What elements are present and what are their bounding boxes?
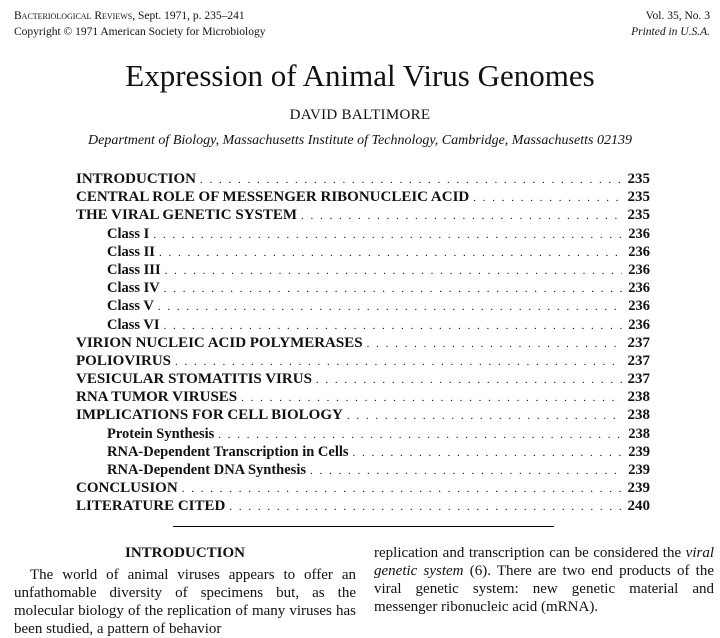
toc-entry-label: Protein Synthesis bbox=[107, 425, 215, 442]
toc-entry bbox=[76, 316, 650, 334]
toc-leader-dots bbox=[154, 297, 622, 316]
toc-entry-label: CONCLUSION bbox=[76, 480, 178, 497]
toc-entry-label: Class I bbox=[107, 225, 150, 242]
toc-entry bbox=[76, 388, 650, 406]
toc-entry bbox=[76, 370, 650, 388]
toc-entry-label: VESICULAR STOMATITIS VIRUS bbox=[76, 371, 312, 388]
toc-entry-page: 236 bbox=[628, 243, 650, 260]
toc-entry-label: RNA-Dependent Transcription in Cells bbox=[107, 443, 349, 460]
toc-entry bbox=[76, 461, 650, 479]
toc-entry-page: 239 bbox=[628, 443, 650, 460]
toc-entry bbox=[76, 352, 650, 370]
italic-term: viral genetic system bbox=[374, 545, 714, 579]
toc-leader-dots bbox=[160, 316, 622, 335]
toc-entry-page: 237 bbox=[627, 352, 650, 369]
toc-entry bbox=[76, 406, 650, 424]
journal-name: Bacteriological Reviews bbox=[14, 10, 133, 22]
toc-entry-label: VIRION NUCLEIC ACID POLYMERASES bbox=[76, 334, 363, 351]
toc-entry-page: 237 bbox=[627, 371, 650, 388]
printed-in: Printed in U.S.A. bbox=[631, 26, 710, 38]
toc-leader-dots bbox=[171, 352, 622, 371]
toc-entry bbox=[76, 297, 650, 315]
toc-leader-dots bbox=[343, 406, 622, 425]
toc-entry bbox=[76, 334, 650, 352]
author-affiliation: Department of Biology, Massachusetts Institute of Technology, Cambridge, Massachusetts 02139 bbox=[88, 133, 632, 148]
article-title: Expression of Animal Virus Genomes bbox=[125, 58, 595, 93]
toc-entry-label: THE VIRAL GENETIC SYSTEM bbox=[76, 207, 298, 224]
toc-entry bbox=[76, 497, 650, 515]
toc-entry bbox=[76, 243, 650, 261]
toc-leader-dots bbox=[161, 261, 622, 280]
toc-entry-label: Class II bbox=[107, 243, 155, 260]
toc-entry-label: LITERATURE CITED bbox=[76, 498, 226, 515]
toc-entry-page: 239 bbox=[628, 462, 650, 478]
toc-entry bbox=[76, 443, 650, 461]
citation-info: , Sept. 1971, p. 235–241 bbox=[132, 10, 245, 22]
journal-citation bbox=[14, 8, 245, 24]
toc-entry-label: CENTRAL ROLE OF MESSENGER RIBONUCLEIC ACID bbox=[76, 189, 470, 206]
volume-info: Vol. 35, No. 3 bbox=[645, 10, 710, 22]
body-paragraph: The world of animal viruses appears to offer an unfathomable diversity of specimens but, as the molecular biology of the replication of many viruses has been studied, a pattern of behavior bbox=[14, 567, 356, 637]
toc-entry-page: 238 bbox=[627, 407, 650, 424]
left-column bbox=[14, 544, 356, 638]
table-of-contents bbox=[76, 170, 650, 516]
text-run: replication and transcription can be considered the bbox=[374, 545, 686, 561]
toc-entry bbox=[76, 206, 650, 224]
toc-leader-dots bbox=[306, 461, 622, 480]
toc-entry-page: 236 bbox=[628, 225, 650, 242]
toc-entry-label: Class VI bbox=[107, 316, 160, 333]
toc-entry-page: 239 bbox=[627, 480, 650, 497]
toc-leader-dots bbox=[160, 279, 622, 298]
section-heading: INTRODUCTION bbox=[124, 545, 245, 561]
toc-entry-label: POLIOVIRUS bbox=[76, 352, 172, 369]
right-column bbox=[374, 544, 714, 616]
toc-entry bbox=[76, 225, 650, 243]
toc-entry-page: 235 bbox=[627, 207, 650, 224]
copyright-line: Copyright © 1971 American Society for Microbiology bbox=[14, 26, 266, 38]
toc-leader-dots bbox=[214, 425, 622, 444]
toc-entry-label: Class V bbox=[107, 298, 154, 315]
toc-leader-dots bbox=[312, 370, 622, 389]
toc-leader-dots bbox=[297, 206, 622, 225]
toc-leader-dots bbox=[149, 225, 622, 244]
text-run: (6). There are two end products of the viral genetic system: new genetic material and messenger ribonucleic acid (mRNA). bbox=[374, 563, 714, 615]
toc-entry-label: INTRODUCTION bbox=[76, 171, 197, 187]
toc-leader-dots bbox=[225, 497, 622, 516]
toc-entry bbox=[76, 425, 650, 443]
toc-leader-dots bbox=[349, 443, 622, 462]
toc-entry-page: 236 bbox=[628, 298, 650, 315]
author-name: DAVID BALTIMORE bbox=[289, 107, 431, 123]
toc-leader-dots bbox=[237, 388, 622, 407]
toc-entry-page: 240 bbox=[627, 498, 650, 515]
toc-entry-label: RNA-Dependent DNA Synthesis bbox=[107, 462, 306, 478]
toc-entry-page: 238 bbox=[627, 389, 650, 406]
toc-entry-page: 235 bbox=[627, 171, 650, 187]
toc-entry bbox=[76, 261, 650, 279]
toc-entry bbox=[76, 479, 650, 497]
toc-leader-dots bbox=[178, 479, 622, 498]
toc-entry-page: 236 bbox=[628, 280, 650, 297]
section-divider bbox=[173, 526, 554, 527]
toc-leader-dots bbox=[363, 334, 622, 353]
toc-entry-page: 238 bbox=[628, 425, 650, 442]
toc-entry-label: Class IV bbox=[107, 280, 160, 297]
toc-entry bbox=[76, 279, 650, 297]
body-paragraph bbox=[374, 544, 714, 616]
toc-entry bbox=[76, 170, 650, 188]
toc-leader-dots bbox=[196, 170, 622, 189]
toc-entry-label: RNA TUMOR VIRUSES bbox=[76, 389, 238, 406]
toc-entry-label: Class III bbox=[107, 261, 161, 278]
toc-entry-page: 236 bbox=[628, 261, 650, 278]
toc-entry-page: 236 bbox=[628, 316, 650, 333]
toc-entry-page: 235 bbox=[627, 189, 650, 206]
toc-leader-dots bbox=[469, 188, 622, 207]
toc-entry bbox=[76, 188, 650, 206]
toc-entry-label: IMPLICATIONS FOR CELL BIOLOGY bbox=[76, 407, 343, 424]
toc-entry-page: 237 bbox=[627, 334, 650, 351]
toc-leader-dots bbox=[155, 243, 622, 262]
